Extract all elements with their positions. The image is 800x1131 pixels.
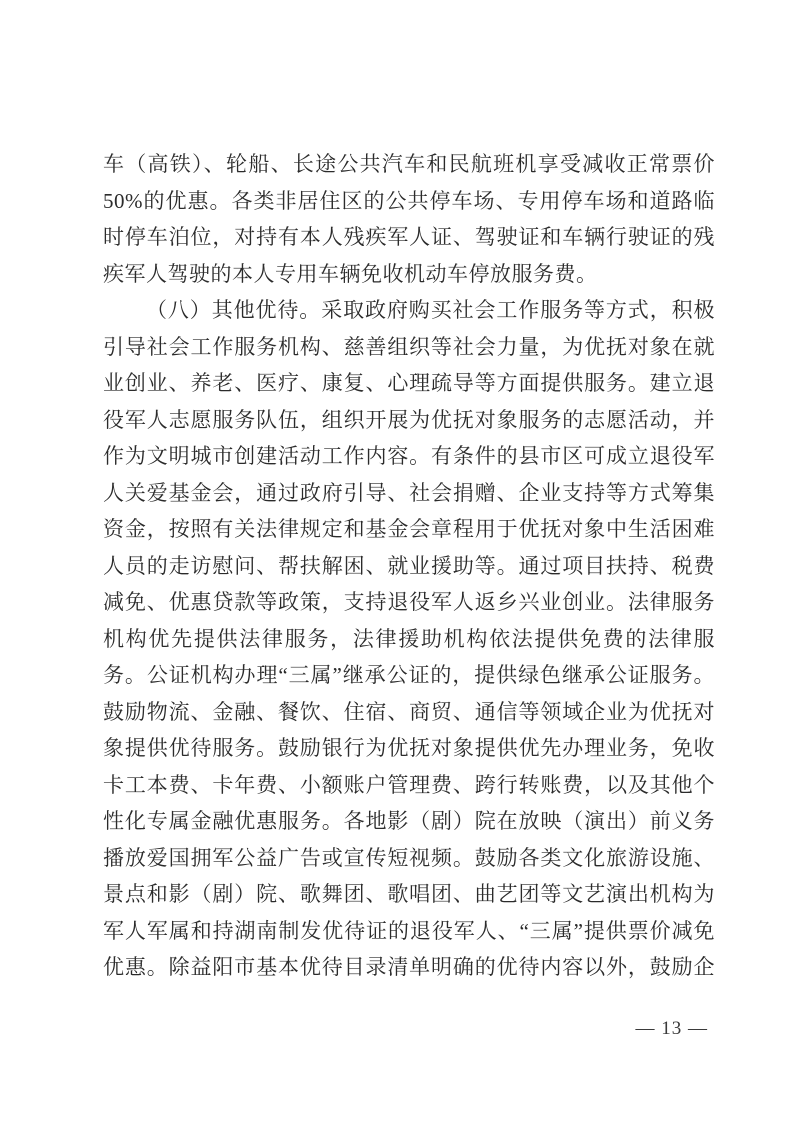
page-number: — 13 — — [635, 1018, 708, 1039]
body-line: 象提供优待服务。鼓励银行为优抚对象提供优先办理业务，免收 — [103, 736, 715, 760]
body-line: 资金，按照有关法律规定和基金会章程用于优抚对象中生活困难 — [103, 517, 715, 541]
body-line: 作为文明城市创建活动工作内容。有条件的县市区可成立退役军 — [103, 444, 715, 468]
body-line: 50%的优惠。各类非居住区的公共停车场、专用停车场和道路临 — [103, 188, 715, 213]
body-line: 优惠。除益阳市基本优待目录清单明确的优待内容以外，鼓励企 — [103, 955, 715, 979]
body-line: 疾军人驾驶的本人专用车辆免收机动车停放服务费。 — [103, 261, 598, 286]
body-line: 人员的走访慰问、帮扶解困、就业援助等。通过项目扶持、税费 — [103, 553, 715, 578]
body-line: 业创业、养老、医疗、康复、心理疏导等方面提供服务。建立退 — [103, 371, 715, 395]
body-line: 机构优先提供法律服务，法律援助机构依法提供免费的法律服 — [103, 626, 715, 651]
body-line: 引导社会工作服务机构、慈善组织等社会力量，为优抚对象在就 — [103, 334, 715, 359]
body-line: 性化专属金融优惠服务。各地影（剧）院在放映（演出）前义务 — [103, 809, 715, 833]
body-line: 卡工本费、卡年费、小额账户管理费、跨行转账费，以及其他个 — [103, 772, 715, 797]
body-line: 役军人志愿服务队伍，组织开展为优抚对象服务的志愿活动，并 — [103, 407, 715, 432]
body-line: 景点和影（剧）院、歌舞团、歌唱团、曲艺团等文艺演出机构为 — [103, 882, 715, 906]
body-line: 减免、优惠贷款等政策，支持退役军人返乡兴业创业。法律服务 — [103, 590, 715, 614]
body-line: 人关爱基金会，通过政府引导、社会捐赠、企业支持等方式筹集 — [103, 480, 715, 505]
body-line: （八）其他优待。采取政府购买社会工作服务等方式，积极 — [146, 298, 715, 322]
body-line: 鼓励物流、金融、餐饮、住宿、商贸、通信等领域企业为优抚对 — [103, 699, 715, 724]
body-line: 时停车泊位，对持有本人残疾军人证、驾驶证和车辆行驶证的残 — [103, 225, 715, 249]
body-line: 播放爱国拥军公益广告或宣传短视频。鼓励各类文化旅游设施、 — [103, 845, 715, 870]
body-line: 务。公证机构办理“三属”继承公证的，提供绿色继承公证服务。 — [103, 663, 715, 687]
page-footer — [636, 1018, 709, 1040]
document-body — [103, 146, 715, 986]
body-line: 军人军属和持湖南制发优待证的退役军人、“三属”提供票价减免 — [103, 918, 715, 943]
body-line: 车（高铁）、轮船、长途公共汽车和民航班机享受减收正常票价 — [103, 152, 715, 176]
